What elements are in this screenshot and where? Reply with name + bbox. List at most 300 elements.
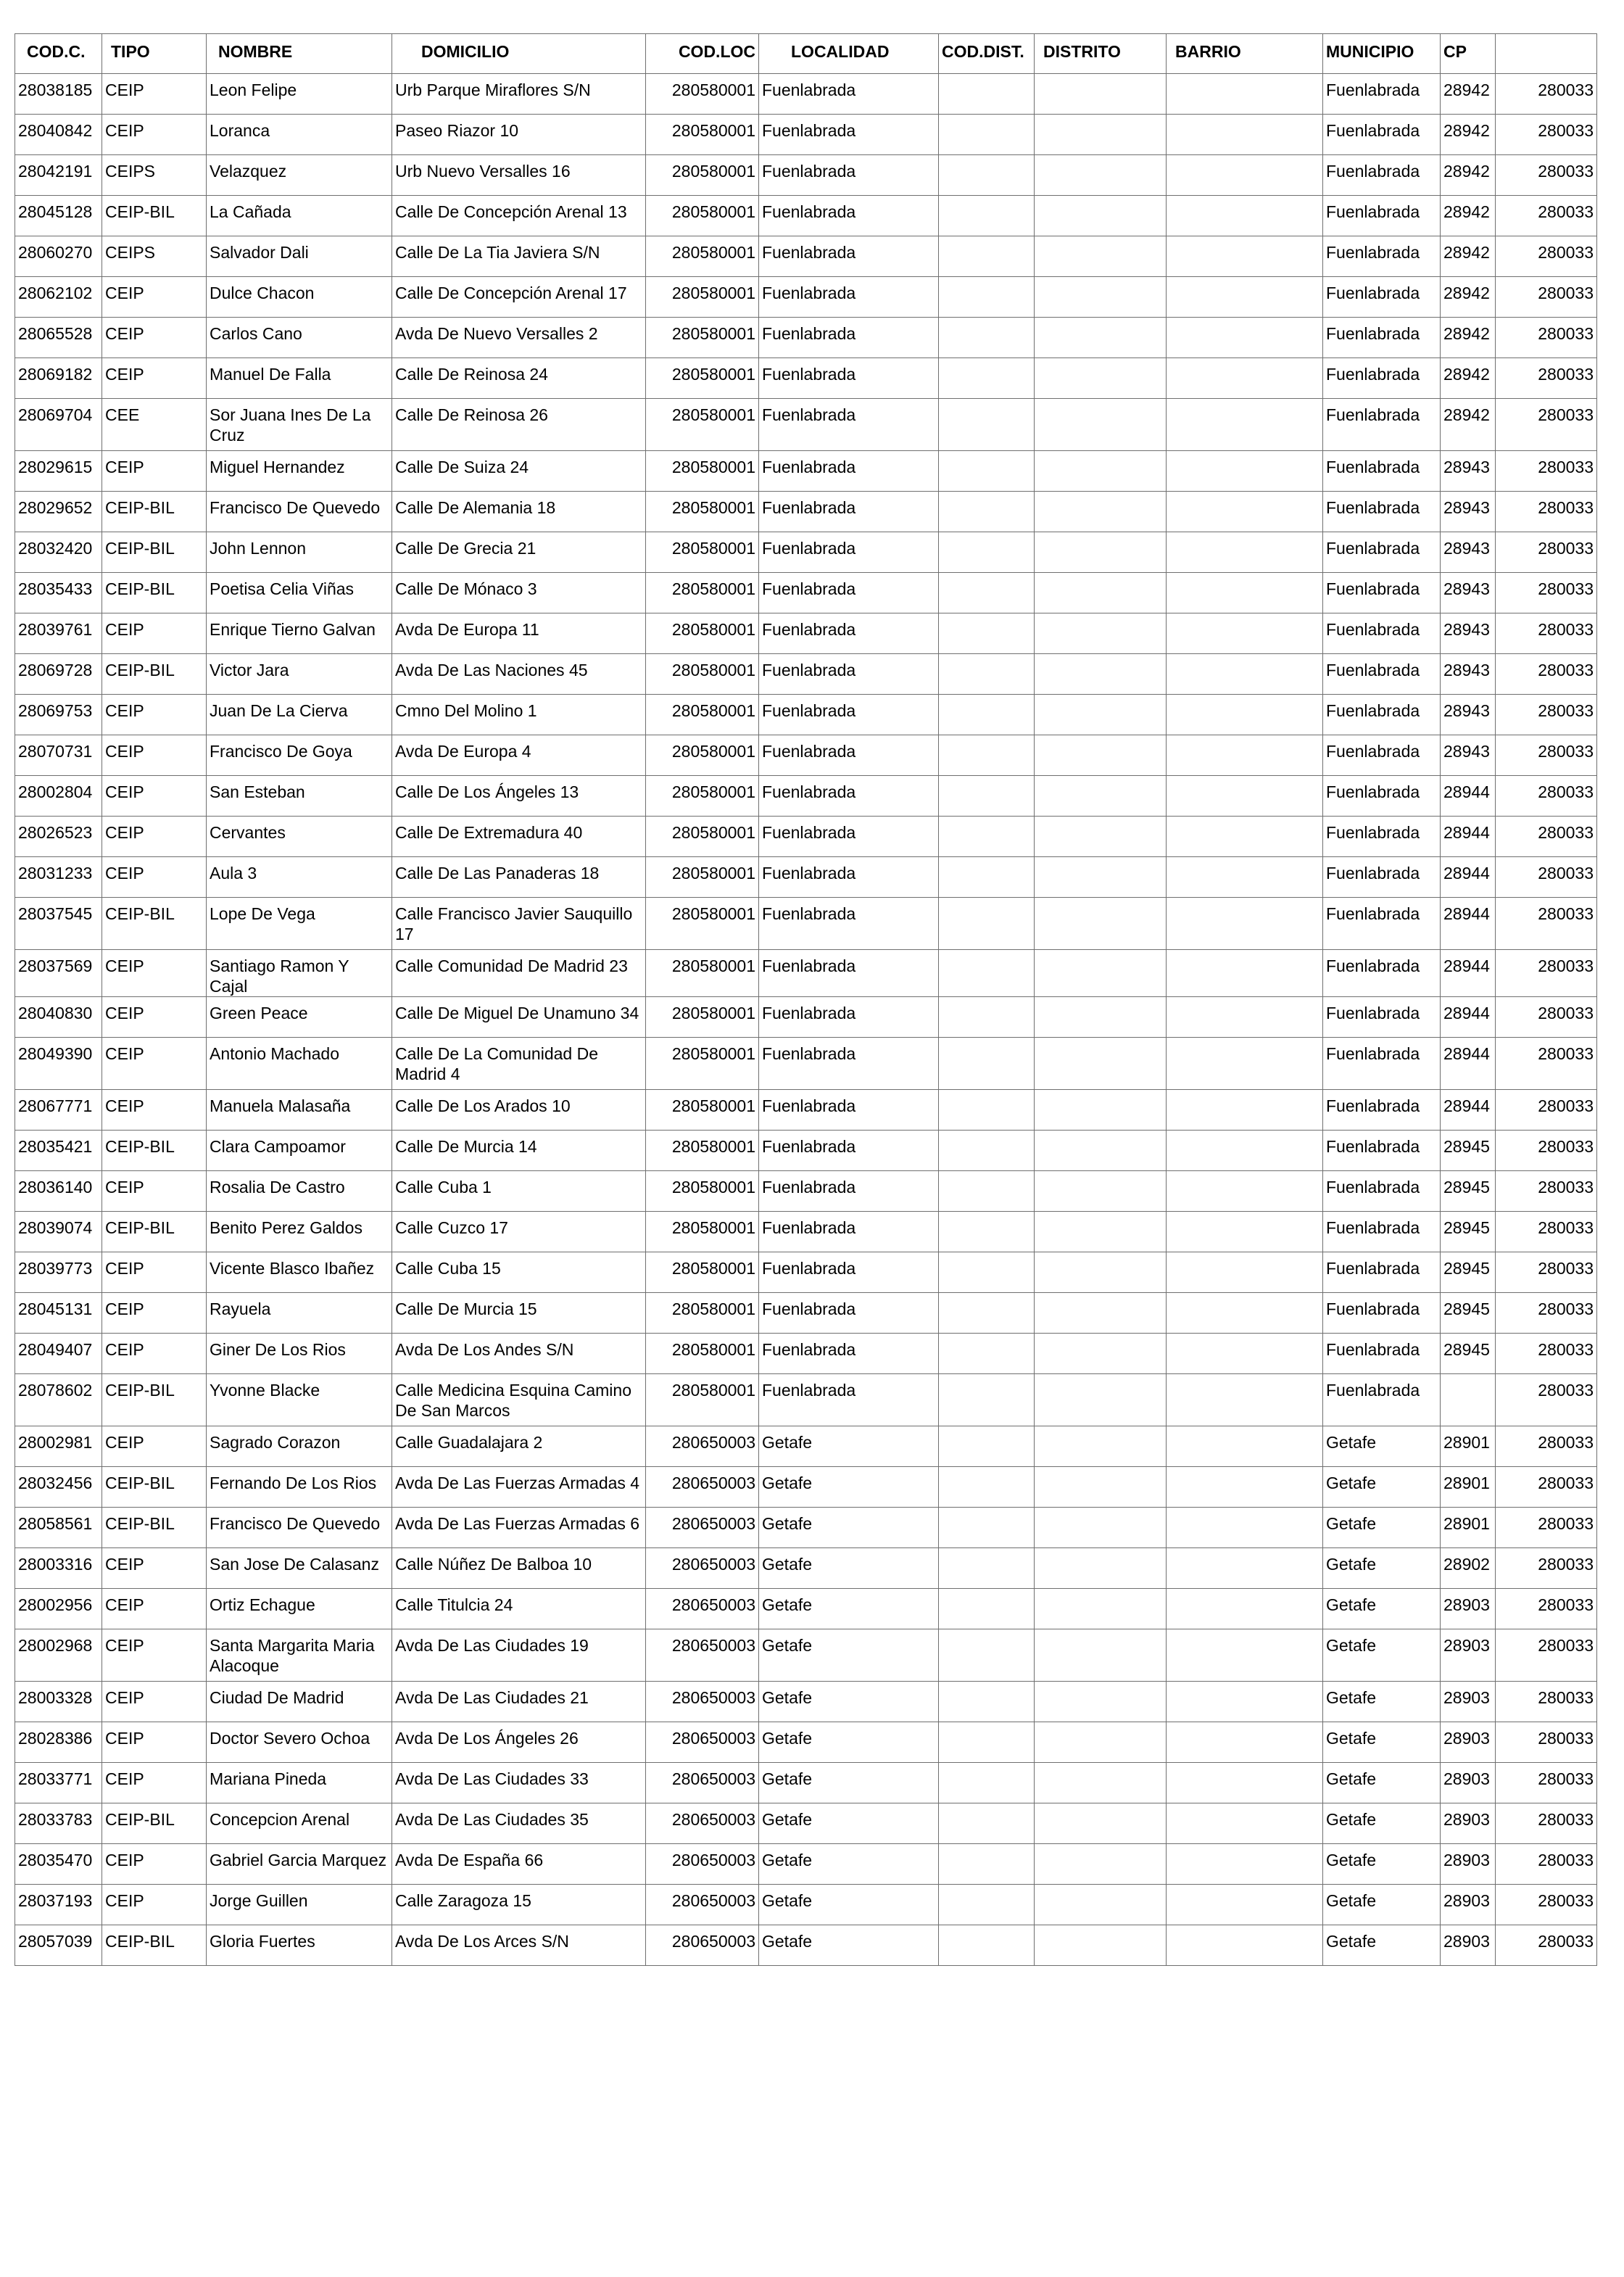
cell-distrito (1035, 857, 1167, 898)
cell-nombre: Jorge Guillen (207, 1885, 392, 1925)
cell-distrito (1035, 196, 1167, 236)
cell-localidad: Fuenlabrada (759, 115, 939, 155)
table-row (15, 997, 1597, 1038)
cell-distrito (1035, 654, 1167, 695)
cell-tipo: CEIP (102, 1548, 207, 1589)
cell-extra: 280033 (1496, 613, 1597, 654)
cell-barrio (1167, 1090, 1323, 1131)
cell-distrito (1035, 1548, 1167, 1589)
cell-localidad: Getafe (759, 1925, 939, 1966)
cell-distrito (1035, 1038, 1167, 1090)
cell-domicilio: Avda De Los Arces S/N (392, 1925, 646, 1966)
table-row (15, 1212, 1597, 1252)
cell-tipo: CEIP (102, 817, 207, 857)
cell-tipo: CEIP-BIL (102, 1131, 207, 1171)
table-row (15, 1925, 1597, 1966)
cell-domicilio: Avda De Europa 4 (392, 735, 646, 776)
table-row (15, 236, 1597, 277)
cell-extra: 280033 (1496, 1629, 1597, 1682)
cell-extra: 280033 (1496, 115, 1597, 155)
cell-distrito (1035, 1467, 1167, 1508)
cell-barrio (1167, 776, 1323, 817)
cell-extra: 280033 (1496, 1131, 1597, 1171)
cell-municipio: Fuenlabrada (1323, 358, 1441, 399)
cell-cod-loc: 280580001 (646, 654, 759, 695)
table-row (15, 817, 1597, 857)
cell-cp: 28901 (1441, 1467, 1496, 1508)
cell-localidad: Fuenlabrada (759, 1252, 939, 1293)
cell-cod-c: 28003328 (15, 1682, 102, 1722)
cell-municipio: Fuenlabrada (1323, 236, 1441, 277)
header-cod-loc: COD.LOC (646, 34, 759, 74)
cell-municipio: Fuenlabrada (1323, 735, 1441, 776)
cell-tipo: CEIP (102, 1885, 207, 1925)
cell-cod-dist (939, 1334, 1035, 1374)
cell-localidad: Getafe (759, 1844, 939, 1885)
table-row (15, 1171, 1597, 1212)
cell-cod-dist (939, 236, 1035, 277)
cell-cp: 28942 (1441, 74, 1496, 115)
cell-distrito (1035, 1212, 1167, 1252)
cell-cp: 28903 (1441, 1682, 1496, 1722)
cell-cod-c: 28060270 (15, 236, 102, 277)
cell-localidad: Fuenlabrada (759, 776, 939, 817)
cell-cod-c: 28038185 (15, 74, 102, 115)
table-row (15, 735, 1597, 776)
cell-domicilio: Avda De Las Naciones 45 (392, 654, 646, 695)
cell-cod-loc: 280580001 (646, 817, 759, 857)
cell-distrito (1035, 1131, 1167, 1171)
header-municipio: MUNICIPIO (1323, 34, 1441, 74)
cell-cod-c: 28040842 (15, 115, 102, 155)
cell-extra: 280033 (1496, 236, 1597, 277)
cell-cp: 28944 (1441, 857, 1496, 898)
cell-cod-loc: 280580001 (646, 115, 759, 155)
cell-cod-loc: 280580001 (646, 573, 759, 613)
cell-cod-c: 28058561 (15, 1508, 102, 1548)
cell-tipo: CEIP (102, 1589, 207, 1629)
cell-barrio (1167, 1589, 1323, 1629)
cell-extra: 280033 (1496, 1467, 1597, 1508)
cell-domicilio: Calle De Suiza 24 (392, 451, 646, 492)
cell-barrio (1167, 1293, 1323, 1334)
cell-extra: 280033 (1496, 1589, 1597, 1629)
cell-distrito (1035, 735, 1167, 776)
cell-cp: 28903 (1441, 1803, 1496, 1844)
cell-barrio (1167, 613, 1323, 654)
cell-localidad: Fuenlabrada (759, 196, 939, 236)
cell-municipio: Getafe (1323, 1508, 1441, 1548)
table-row (15, 695, 1597, 735)
cell-cod-c: 28078602 (15, 1374, 102, 1426)
cell-cod-dist (939, 196, 1035, 236)
cell-domicilio: Avda De España 66 (392, 1844, 646, 1885)
cell-cod-c: 28069182 (15, 358, 102, 399)
cell-cod-dist (939, 1763, 1035, 1803)
table-row (15, 155, 1597, 196)
cell-nombre: Rosalia De Castro (207, 1171, 392, 1212)
cell-municipio: Fuenlabrada (1323, 695, 1441, 735)
table-row (15, 1131, 1597, 1171)
cell-domicilio: Calle De Murcia 15 (392, 1293, 646, 1334)
cell-cod-c: 28069704 (15, 399, 102, 451)
cell-barrio (1167, 654, 1323, 695)
cell-cod-c: 28069728 (15, 654, 102, 695)
cell-extra: 280033 (1496, 1212, 1597, 1252)
cell-domicilio: Calle Titulcia 24 (392, 1589, 646, 1629)
cell-nombre: Francisco De Quevedo (207, 1508, 392, 1548)
cell-barrio (1167, 1722, 1323, 1763)
cell-localidad: Fuenlabrada (759, 950, 939, 997)
cell-barrio (1167, 277, 1323, 318)
cell-cod-c: 28035470 (15, 1844, 102, 1885)
cell-distrito (1035, 1885, 1167, 1925)
table-row (15, 1629, 1597, 1682)
cell-nombre: John Lennon (207, 532, 392, 573)
cell-tipo: CEIP (102, 277, 207, 318)
cell-cp: 28903 (1441, 1589, 1496, 1629)
cell-distrito (1035, 115, 1167, 155)
cell-cod-c: 28002981 (15, 1426, 102, 1467)
cell-barrio (1167, 735, 1323, 776)
cell-cod-loc: 280650003 (646, 1589, 759, 1629)
cell-cp: 28943 (1441, 735, 1496, 776)
cell-domicilio: Avda De Las Fuerzas Armadas 4 (392, 1467, 646, 1508)
cell-cod-c: 28045128 (15, 196, 102, 236)
cell-municipio: Fuenlabrada (1323, 115, 1441, 155)
cell-nombre: Santiago Ramon Y Cajal (207, 950, 392, 997)
cell-barrio (1167, 492, 1323, 532)
cell-localidad: Fuenlabrada (759, 1038, 939, 1090)
cell-cod-dist (939, 1925, 1035, 1966)
cell-extra: 280033 (1496, 1426, 1597, 1467)
cell-domicilio: Calle De Concepción Arenal 17 (392, 277, 646, 318)
cell-distrito (1035, 318, 1167, 358)
cell-cod-dist (939, 1885, 1035, 1925)
cell-cod-c: 28002956 (15, 1589, 102, 1629)
cell-cod-loc: 280580001 (646, 532, 759, 573)
cell-municipio: Fuenlabrada (1323, 399, 1441, 451)
cell-domicilio: Calle De Mónaco 3 (392, 573, 646, 613)
cell-cod-loc: 280580001 (646, 1212, 759, 1252)
cell-tipo: CEIP (102, 1252, 207, 1293)
table-row (15, 654, 1597, 695)
cell-municipio: Getafe (1323, 1589, 1441, 1629)
cell-localidad: Getafe (759, 1426, 939, 1467)
table-row (15, 1467, 1597, 1508)
cell-nombre: La Cañada (207, 196, 392, 236)
cell-barrio (1167, 1467, 1323, 1508)
table-row (15, 613, 1597, 654)
cell-localidad: Getafe (759, 1763, 939, 1803)
cell-cod-loc: 280580001 (646, 451, 759, 492)
cell-cp: 28945 (1441, 1171, 1496, 1212)
cell-nombre: Vicente Blasco Ibañez (207, 1252, 392, 1293)
cell-barrio (1167, 451, 1323, 492)
cell-extra: 280033 (1496, 997, 1597, 1038)
cell-localidad: Fuenlabrada (759, 1090, 939, 1131)
cell-barrio (1167, 950, 1323, 997)
cell-cp: 28903 (1441, 1629, 1496, 1682)
cell-localidad: Fuenlabrada (759, 997, 939, 1038)
cell-cod-dist (939, 1252, 1035, 1293)
cell-cod-dist (939, 776, 1035, 817)
cell-nombre: Ortiz Echague (207, 1589, 392, 1629)
cell-barrio (1167, 1548, 1323, 1589)
cell-nombre: Loranca (207, 115, 392, 155)
cell-distrito (1035, 532, 1167, 573)
cell-cp: 28942 (1441, 318, 1496, 358)
cell-localidad: Fuenlabrada (759, 695, 939, 735)
cell-cod-c: 28070731 (15, 735, 102, 776)
cell-extra: 280033 (1496, 1548, 1597, 1589)
cell-municipio: Fuenlabrada (1323, 573, 1441, 613)
cell-tipo: CEIP-BIL (102, 1467, 207, 1508)
cell-municipio: Fuenlabrada (1323, 532, 1441, 573)
table-row (15, 318, 1597, 358)
cell-distrito (1035, 695, 1167, 735)
table-row (15, 1293, 1597, 1334)
cell-distrito (1035, 74, 1167, 115)
cell-distrito (1035, 1844, 1167, 1885)
cell-cod-c: 28035421 (15, 1131, 102, 1171)
cell-cp: 28944 (1441, 950, 1496, 997)
cell-cod-dist (939, 318, 1035, 358)
cell-localidad: Fuenlabrada (759, 532, 939, 573)
cell-extra: 280033 (1496, 451, 1597, 492)
cell-cod-loc: 280580001 (646, 857, 759, 898)
cell-barrio (1167, 898, 1323, 950)
table-row (15, 1548, 1597, 1589)
cell-distrito (1035, 155, 1167, 196)
cell-cod-loc: 280580001 (646, 1131, 759, 1171)
cell-distrito (1035, 277, 1167, 318)
cell-domicilio: Calle Cuba 15 (392, 1252, 646, 1293)
cell-municipio: Fuenlabrada (1323, 1090, 1441, 1131)
cell-extra: 280033 (1496, 196, 1597, 236)
cell-tipo: CEIP-BIL (102, 1212, 207, 1252)
cell-localidad: Fuenlabrada (759, 654, 939, 695)
cell-cod-dist (939, 735, 1035, 776)
cell-localidad: Fuenlabrada (759, 857, 939, 898)
cell-nombre: Green Peace (207, 997, 392, 1038)
cell-cod-loc: 280650003 (646, 1925, 759, 1966)
table-row (15, 1508, 1597, 1548)
cell-cod-loc: 280650003 (646, 1682, 759, 1722)
cell-barrio (1167, 1629, 1323, 1682)
cell-domicilio: Calle De La Tia Javiera S/N (392, 236, 646, 277)
cell-localidad: Fuenlabrada (759, 236, 939, 277)
cell-distrito (1035, 1334, 1167, 1374)
cell-cod-loc: 280580001 (646, 74, 759, 115)
cell-localidad: Fuenlabrada (759, 1374, 939, 1426)
cell-cod-c: 28035433 (15, 573, 102, 613)
cell-extra: 280033 (1496, 532, 1597, 573)
cell-municipio: Fuenlabrada (1323, 898, 1441, 950)
cell-localidad: Fuenlabrada (759, 155, 939, 196)
cell-cp: 28903 (1441, 1925, 1496, 1966)
cell-extra: 280033 (1496, 1293, 1597, 1334)
cell-extra: 280033 (1496, 857, 1597, 898)
cell-cod-c: 28039773 (15, 1252, 102, 1293)
cell-nombre: Miguel Hernandez (207, 451, 392, 492)
cell-localidad: Getafe (759, 1722, 939, 1763)
cell-extra: 280033 (1496, 318, 1597, 358)
cell-localidad: Fuenlabrada (759, 277, 939, 318)
cell-nombre: Velazquez (207, 155, 392, 196)
cell-cod-dist (939, 857, 1035, 898)
cell-localidad: Getafe (759, 1885, 939, 1925)
cell-nombre: Sagrado Corazon (207, 1426, 392, 1467)
table-row (15, 358, 1597, 399)
cell-cod-dist (939, 1131, 1035, 1171)
cell-nombre: Benito Perez Galdos (207, 1212, 392, 1252)
cell-barrio (1167, 1508, 1323, 1548)
cell-cod-dist (939, 1722, 1035, 1763)
cell-domicilio: Avda De Los Ángeles 26 (392, 1722, 646, 1763)
cell-cod-loc: 280580001 (646, 776, 759, 817)
cell-barrio (1167, 74, 1323, 115)
cell-domicilio: Avda De Las Fuerzas Armadas 6 (392, 1508, 646, 1548)
cell-localidad: Fuenlabrada (759, 358, 939, 399)
cell-localidad: Getafe (759, 1803, 939, 1844)
cell-cp: 28942 (1441, 358, 1496, 399)
cell-cp: 28944 (1441, 817, 1496, 857)
cell-extra: 280033 (1496, 573, 1597, 613)
cell-cod-loc: 280650003 (646, 1885, 759, 1925)
cell-nombre: Gabriel Garcia Marquez (207, 1844, 392, 1885)
cell-cod-c: 28042191 (15, 155, 102, 196)
header-localidad: LOCALIDAD (759, 34, 939, 74)
cell-cod-loc: 280580001 (646, 155, 759, 196)
cell-cp: 28903 (1441, 1722, 1496, 1763)
cell-cp (1441, 1374, 1496, 1426)
cell-distrito (1035, 1589, 1167, 1629)
cell-cod-dist (939, 1548, 1035, 1589)
cell-cp: 28943 (1441, 492, 1496, 532)
cell-municipio: Fuenlabrada (1323, 155, 1441, 196)
cell-cod-dist (939, 1090, 1035, 1131)
cell-tipo: CEIP (102, 318, 207, 358)
cell-localidad: Fuenlabrada (759, 613, 939, 654)
cell-extra: 280033 (1496, 776, 1597, 817)
cell-cod-dist (939, 1508, 1035, 1548)
header-distrito: DISTRITO (1035, 34, 1167, 74)
cell-municipio: Getafe (1323, 1803, 1441, 1844)
cell-cp: 28942 (1441, 115, 1496, 155)
cell-extra: 280033 (1496, 1885, 1597, 1925)
cell-domicilio: Calle Núñez De Balboa 10 (392, 1548, 646, 1589)
cell-tipo: CEIP-BIL (102, 196, 207, 236)
cell-distrito (1035, 492, 1167, 532)
cell-tipo: CEIP (102, 1722, 207, 1763)
cell-nombre: Juan De La Cierva (207, 695, 392, 735)
cell-cp: 28942 (1441, 236, 1496, 277)
cell-barrio (1167, 1334, 1323, 1374)
cell-barrio (1167, 1885, 1323, 1925)
cell-nombre: San Jose De Calasanz (207, 1548, 392, 1589)
cell-municipio: Getafe (1323, 1548, 1441, 1589)
cell-tipo: CEIP (102, 1844, 207, 1885)
cell-domicilio: Calle De Alemania 18 (392, 492, 646, 532)
cell-nombre: Leon Felipe (207, 74, 392, 115)
cell-cod-c: 28039761 (15, 613, 102, 654)
cell-municipio: Fuenlabrada (1323, 1171, 1441, 1212)
cell-extra: 280033 (1496, 1682, 1597, 1722)
cell-domicilio: Calle De Concepción Arenal 13 (392, 196, 646, 236)
cell-cp: 28943 (1441, 654, 1496, 695)
cell-cod-c: 28003316 (15, 1548, 102, 1589)
cell-municipio: Fuenlabrada (1323, 74, 1441, 115)
cell-cod-dist (939, 997, 1035, 1038)
cell-cod-loc: 280650003 (646, 1426, 759, 1467)
table-row (15, 277, 1597, 318)
cell-nombre: Mariana Pineda (207, 1763, 392, 1803)
cell-extra: 280033 (1496, 1722, 1597, 1763)
cell-nombre: Ciudad De Madrid (207, 1682, 392, 1722)
cell-domicilio: Paseo Riazor 10 (392, 115, 646, 155)
table-row (15, 1252, 1597, 1293)
cell-domicilio: Calle Comunidad De Madrid 23 (392, 950, 646, 997)
cell-cp: 28942 (1441, 399, 1496, 451)
cell-distrito (1035, 898, 1167, 950)
cell-municipio: Fuenlabrada (1323, 1038, 1441, 1090)
cell-cp: 28901 (1441, 1508, 1496, 1548)
table-row (15, 1374, 1597, 1426)
cell-tipo: CEIP (102, 613, 207, 654)
cell-cod-c: 28062102 (15, 277, 102, 318)
cell-municipio: Getafe (1323, 1763, 1441, 1803)
cell-tipo: CEIP (102, 735, 207, 776)
cell-barrio (1167, 1171, 1323, 1212)
header-cod-c: COD.C. (15, 34, 102, 74)
cell-localidad: Fuenlabrada (759, 1334, 939, 1374)
cell-extra: 280033 (1496, 695, 1597, 735)
cell-nombre: Sor Juana Ines De La Cruz (207, 399, 392, 451)
cell-distrito (1035, 1374, 1167, 1426)
cell-cod-loc: 280650003 (646, 1548, 759, 1589)
cell-barrio (1167, 1844, 1323, 1885)
cell-barrio (1167, 1763, 1323, 1803)
cell-nombre: Aula 3 (207, 857, 392, 898)
cell-distrito (1035, 1722, 1167, 1763)
cell-tipo: CEIP (102, 776, 207, 817)
cell-distrito (1035, 1090, 1167, 1131)
cell-cod-loc: 280580001 (646, 695, 759, 735)
cell-extra: 280033 (1496, 399, 1597, 451)
cell-cp: 28943 (1441, 451, 1496, 492)
cell-barrio (1167, 695, 1323, 735)
cell-barrio (1167, 1682, 1323, 1722)
cell-extra: 280033 (1496, 1763, 1597, 1803)
cell-nombre: Carlos Cano (207, 318, 392, 358)
cell-localidad: Fuenlabrada (759, 318, 939, 358)
cell-municipio: Fuenlabrada (1323, 196, 1441, 236)
cell-distrito (1035, 613, 1167, 654)
cell-barrio (1167, 997, 1323, 1038)
cell-municipio: Fuenlabrada (1323, 776, 1441, 817)
cell-cod-loc: 280580001 (646, 236, 759, 277)
cell-cod-loc: 280580001 (646, 318, 759, 358)
cell-cod-c: 28028386 (15, 1722, 102, 1763)
cell-nombre: Giner De Los Rios (207, 1334, 392, 1374)
cell-cod-loc: 280650003 (646, 1508, 759, 1548)
cell-nombre: Victor Jara (207, 654, 392, 695)
cell-tipo: CEIPS (102, 236, 207, 277)
cell-municipio: Getafe (1323, 1426, 1441, 1467)
cell-tipo: CEIP (102, 1763, 207, 1803)
cell-tipo: CEIP-BIL (102, 1374, 207, 1426)
